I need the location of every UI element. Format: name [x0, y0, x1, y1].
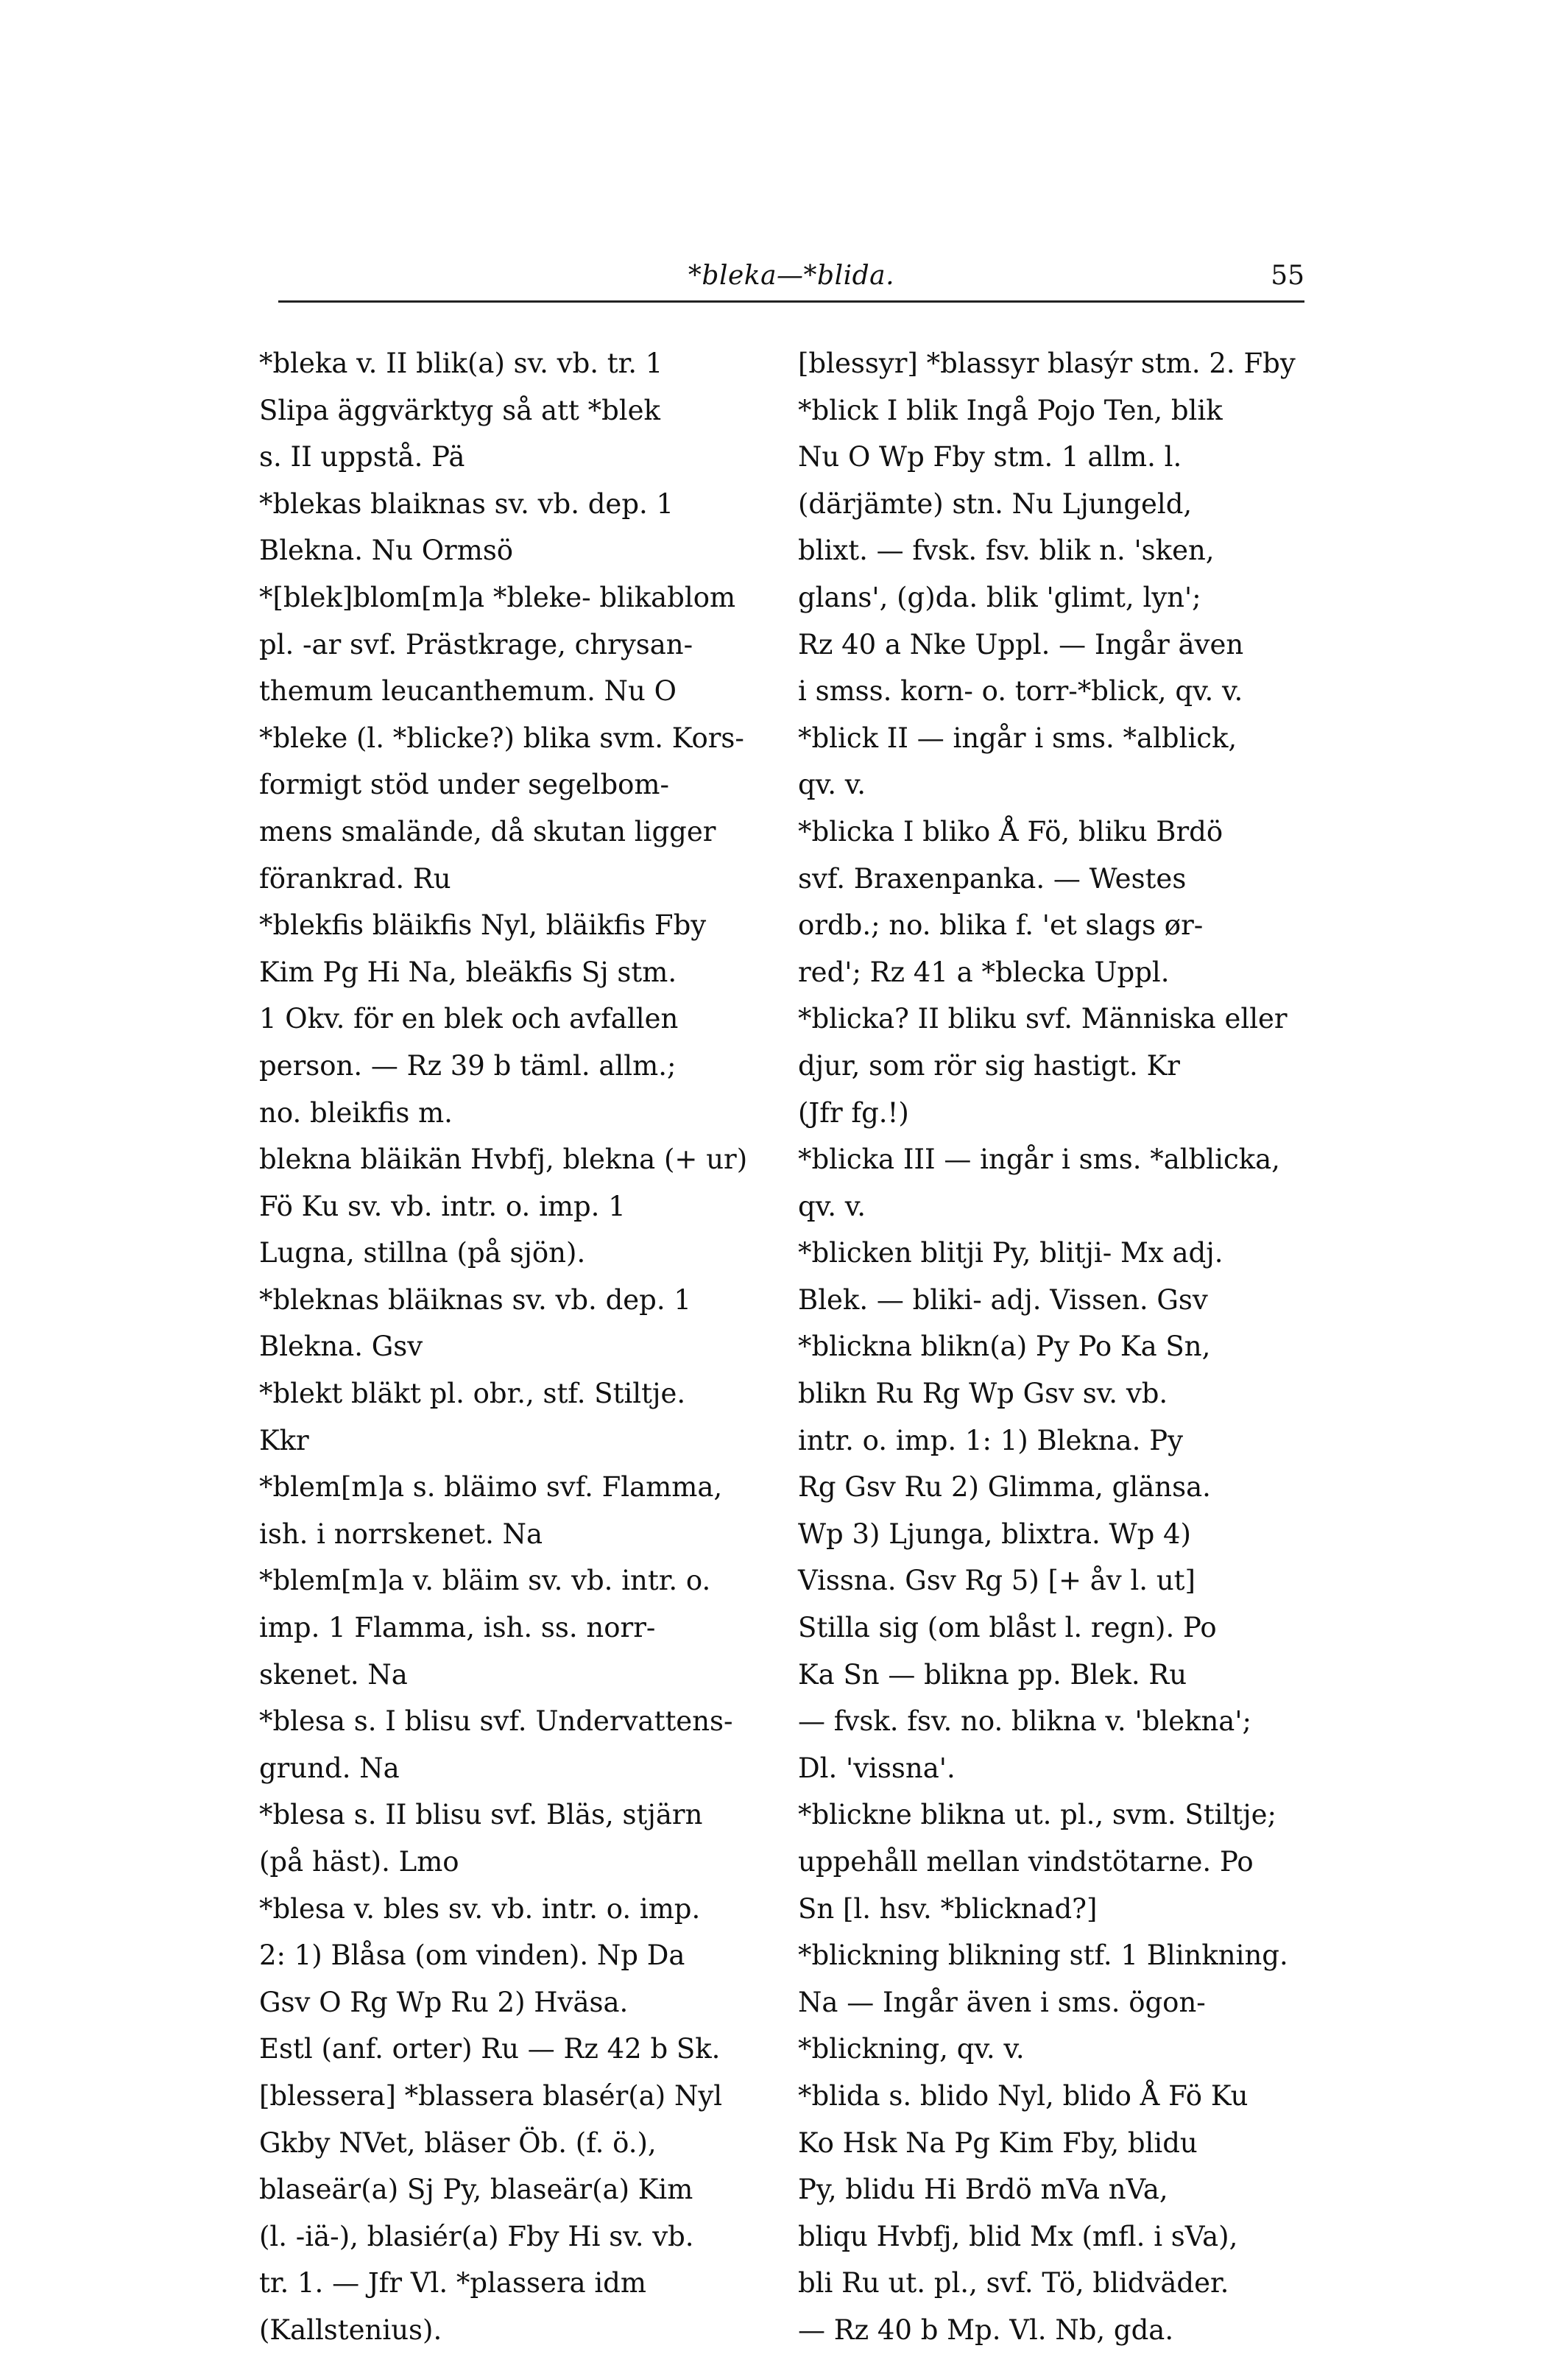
- dictionary-line: tr. 1. — Jfr Vl. *plassera idm: [259, 2267, 646, 2300]
- dictionary-line: *blesa v. bles sv. vb. intr. o. imp.: [259, 1892, 701, 1925]
- dictionary-line: [blessyr] *blassyr blasýr stm. 2. Fby: [798, 348, 1296, 379]
- dictionary-line: Blekna. Nu Ormsö: [259, 535, 514, 567]
- dictionary-line: Kkr: [259, 1424, 309, 1456]
- dictionary-line: ish. i norrskenet. Na: [259, 1518, 543, 1550]
- dictionary-line: Sn [l. hsv. *blicknad?]: [798, 1892, 1098, 1925]
- dictionary-line: *blick II — ingår i sms. *alblick,: [798, 722, 1237, 754]
- dictionary-line: *blekfis bläikfis Nyl, bläikfis Fby: [259, 909, 707, 942]
- dictionary-line: formigt stöd under segelbom-: [259, 769, 670, 801]
- running-title: *bleka—*blida.: [688, 261, 895, 291]
- dictionary-line: bliqu Hvbfj, blid Mx (mfl. i sVa),: [798, 2220, 1238, 2252]
- dictionary-line: *blekas blaiknas sv. vb. dep. 1: [259, 487, 674, 520]
- dictionary-line: (Kallstenius).: [259, 2314, 442, 2346]
- dictionary-line: *blicka I bliko Å Fö, bliku Brdö: [798, 815, 1223, 847]
- dictionary-line: *blem[m]a v. bläim sv. vb. intr. o.: [259, 1565, 711, 1597]
- dictionary-line: *blekt bläkt pl. obr., stf. Stiltje.: [259, 1378, 686, 1410]
- dictionary-line: förankrad. Ru: [259, 862, 451, 895]
- dictionary-line: blekna bläikän Hvbfj, blekna (+ ur): [259, 1143, 748, 1176]
- dictionary-line: *blicka? II bliku svf. Människa eller: [798, 1003, 1288, 1035]
- dictionary-line: *blida s. blido Nyl, blido Å Fö Ku: [798, 2079, 1249, 2112]
- dictionary-line: (på häst). Lmo: [259, 1846, 459, 1878]
- dictionary-line: blaseär(a) Sj Py, blaseär(a) Kim: [259, 2174, 693, 2206]
- dictionary-line: person. — Rz 39 b täml. allm.;: [259, 1049, 677, 1082]
- header-rule: [278, 300, 1304, 303]
- dictionary-line: Lugna, stillna (på sjön).: [259, 1237, 586, 1269]
- dictionary-line: svf. Braxenpanka. — Westes: [798, 862, 1187, 895]
- dictionary-line: *blesa s. II blisu svf. Bläs, stjärn: [259, 1799, 703, 1831]
- dictionary-line: Stilla sig (om blåst l. regn). Po: [798, 1612, 1217, 1644]
- dictionary-line: *blick I blik Ingå Pojo Ten, blik: [798, 394, 1223, 426]
- dictionary-line: *blicken blitji Py, blitji- Mx adj.: [798, 1237, 1223, 1269]
- dictionary-line: Nu O Wp Fby stm. 1 allm. l.: [798, 441, 1182, 473]
- dictionary-line: Dl. 'vissna'.: [798, 1752, 956, 1784]
- dictionary-line: pl. -ar svf. Prästkrage, chrysan-: [259, 628, 693, 660]
- dictionary-line: Wp 3) Ljunga, blixtra. Wp 4): [798, 1518, 1191, 1550]
- page-number: 55: [1271, 261, 1304, 291]
- dictionary-line: (därjämte) stn. Nu Ljungeld,: [798, 487, 1193, 520]
- dictionary-line: *blicka III — ingår i sms. *alblicka,: [798, 1143, 1280, 1176]
- dictionary-line: Ka Sn — blikna pp. Blek. Ru: [798, 1658, 1187, 1691]
- dictionary-line: Py, blidu Hi Brdö mVa nVa,: [798, 2174, 1168, 2206]
- dictionary-line: ordb.; no. blika f. 'et slags ør-: [798, 909, 1204, 942]
- dictionary-line: *blickning, qv. v.: [798, 2033, 1025, 2065]
- dictionary-line: qv. v.: [798, 1190, 866, 1222]
- dictionary-line: Slipa äggvärktyg så att *blek: [259, 394, 660, 426]
- left-column: [259, 340, 767, 2354]
- dictionary-line: grund. Na: [259, 1752, 400, 1784]
- dictionary-line: — Rz 40 b Mp. Vl. Nb, gda.: [798, 2314, 1174, 2346]
- dictionary-line: *blem[m]a s. bläimo svf. Flamma,: [259, 1471, 723, 1504]
- running-header: [278, 261, 1304, 293]
- dictionary-line: themum leucanthemum. Nu O: [259, 675, 677, 708]
- dictionary-line: intr. o. imp. 1: 1) Blekna. Py: [798, 1424, 1184, 1456]
- dictionary-line: *blesa s. I blisu svf. Undervattens-: [259, 1705, 733, 1738]
- dictionary-line: (Jfr fg.!): [798, 1096, 909, 1129]
- dictionary-line: (l. -iä-), blasiér(a) Fby Hi sv. vb.: [259, 2220, 694, 2252]
- dictionary-line: bli Ru ut. pl., svf. Tö, blidväder.: [798, 2267, 1229, 2300]
- dictionary-line: *blickning blikning stf. 1 Blinkning.: [798, 1939, 1288, 1972]
- dictionary-line: *blickne blikna ut. pl., svm. Stiltje;: [798, 1799, 1277, 1831]
- dictionary-line: 1 Okv. för en blek och avfallen: [259, 1003, 679, 1035]
- dictionary-line: *[blek]blom[m]a *bleke- blikablom: [259, 581, 736, 613]
- dictionary-line: 2: 1) Blåsa (om vinden). Np Da: [259, 1939, 685, 1972]
- dictionary-line: glans', (g)da. blik 'glimt, lyn';: [798, 581, 1201, 613]
- dictionary-line: s. II uppstå. Pä: [259, 441, 465, 473]
- dictionary-line: i smss. korn- o. torr-*blick, qv. v.: [798, 675, 1243, 708]
- dictionary-line: *blickna blikn(a) Py Po Ka Sn,: [798, 1331, 1211, 1363]
- dictionary-line: Kim Pg Hi Na, bleäkfis Sj stm.: [259, 956, 677, 988]
- dictionary-line: Gsv O Rg Wp Ru 2) Hväsa.: [259, 1986, 629, 2018]
- dictionary-line: blixt. — fvsk. fsv. blik n. 'sken,: [798, 535, 1215, 567]
- dictionary-line: [blessera] *blassera blasér(a) Nyl: [259, 2079, 723, 2112]
- dictionary-line: uppehåll mellan vindstötarne. Po: [798, 1846, 1254, 1878]
- dictionary-line: Gkby NVet, bläser Öb. (f. ö.),: [259, 2126, 657, 2159]
- dictionary-line: Rg Gsv Ru 2) Glimma, glänsa.: [798, 1471, 1211, 1504]
- dictionary-line: Na — Ingår även i sms. ögon-: [798, 1986, 1206, 2018]
- dictionary-line: qv. v.: [798, 769, 866, 801]
- right-column: [798, 340, 1306, 2354]
- dictionary-line: *bleknas bläiknas sv. vb. dep. 1: [259, 1283, 691, 1316]
- dictionary-line: — fvsk. fsv. no. blikna v. 'blekna';: [798, 1705, 1251, 1738]
- dictionary-line: *bleke (l. *blicke?) blika svm. Kors-: [259, 722, 744, 754]
- dictionary-line: red'; Rz 41 a *blecka Uppl.: [798, 956, 1170, 988]
- dictionary-line: Blekna. Gsv: [259, 1331, 423, 1363]
- dictionary-line: Rz 40 a Nke Uppl. — Ingår även: [798, 628, 1244, 660]
- dictionary-line: blikn Ru Rg Wp Gsv sv. vb.: [798, 1378, 1168, 1410]
- dictionary-line: Fö Ku sv. vb. intr. o. imp. 1: [259, 1190, 626, 1222]
- dictionary-line: mens smalände, då skutan ligger: [259, 815, 716, 847]
- dictionary-line: Ko Hsk Na Pg Kim Fby, blidu: [798, 2126, 1198, 2159]
- dictionary-line: skenet. Na: [259, 1658, 408, 1691]
- dictionary-line: imp. 1 Flamma, ish. ss. norr-: [259, 1612, 656, 1644]
- dictionary-line: no. bleikfis m.: [259, 1096, 453, 1129]
- dictionary-line: djur, som rör sig hastigt. Kr: [798, 1049, 1180, 1082]
- dictionary-line: Blek. — bliki- adj. Vissen. Gsv: [798, 1283, 1208, 1316]
- dictionary-line: Vissna. Gsv Rg 5) [+ åv l. ut]: [798, 1565, 1196, 1597]
- dictionary-line: Estl (anf. orter) Ru — Rz 42 b Sk.: [259, 2033, 721, 2065]
- dictionary-line: *bleka v. II blik(a) sv. vb. tr. 1: [259, 348, 663, 379]
